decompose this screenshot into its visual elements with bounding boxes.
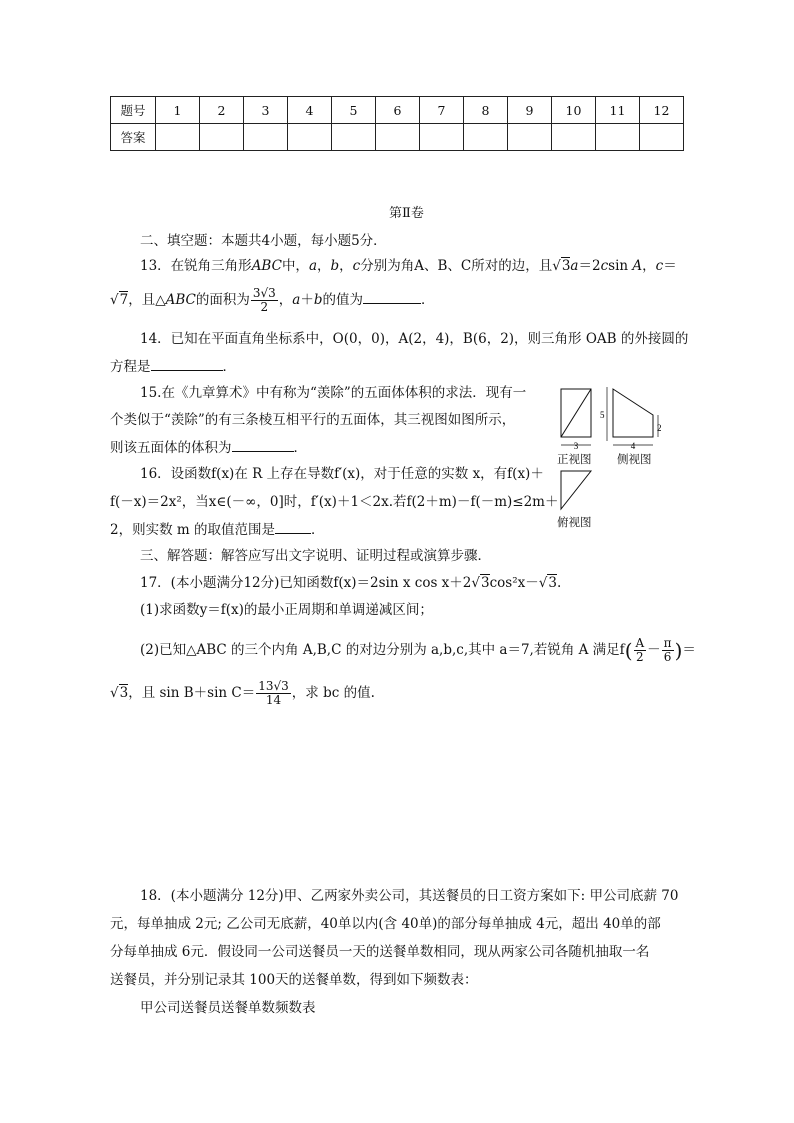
question-14-line-1: 14．已知在平面直角坐标系中，O(0，0)，A(2，4)，B(6，2)，则三角形 OAB 的外接圆的 (140, 331, 689, 347)
answer-cell[interactable] (288, 124, 332, 151)
answer-table-answer-row (111, 124, 684, 151)
answer-cell[interactable] (244, 124, 288, 151)
question-number: 9 (508, 97, 552, 124)
fraction: $\frac{13√3}{14}$ (258, 679, 289, 707)
answer-cell[interactable] (508, 124, 552, 151)
question-17-line-3: (2)已知△ABC 的三个内角 A,B,C 的对边分别为 a,b,c,其中 a＝7,若锐角 A 满足f( $\frac{A}{2}$ － $\frac{\pi}{6}$ )＝ (140, 636, 696, 664)
question-17-line-4: √3，且 sin B＋sin C＝ $\frac{13√3}{14}$ ，求 bc 的值. (110, 679, 375, 707)
dim-label: 2 (657, 423, 662, 433)
answer-blank[interactable] (151, 356, 223, 371)
answer-label: 答案 (111, 124, 156, 151)
question-number: 5 (332, 97, 376, 124)
question-17-line-2: (1)求函数y＝f(x)的最小正周期和单调递减区间； (140, 602, 433, 618)
question-number: 7 (420, 97, 464, 124)
question-18-line-3: 分每单抽成 6元．假设同一公司送餐员一天的送餐单数相同，现从两家公司各随机抽取一名 (110, 944, 650, 960)
answer-cell[interactable] (464, 124, 508, 151)
fraction: $\frac{A}{2}$ (635, 636, 645, 664)
answer-cell[interactable] (376, 124, 420, 151)
question-18-line-4: 送餐员，并分别记录其 100天的送餐单数，得到如下频数表： (110, 972, 478, 988)
question-number: 2 (200, 97, 244, 124)
fill-in-heading: 二、填空题：本题共4小题，每小题5分． (140, 233, 387, 249)
answer-cell[interactable] (640, 124, 684, 151)
answer-table (110, 96, 684, 151)
question-14-line-2: 方程是 ． (110, 356, 236, 377)
question-18-line-1: 18．(本小题满分 12分)甲、乙两家外卖公司，其送餐员的日工资方案如下: 甲公司底薪 70 (140, 888, 679, 904)
question-number: 8 (464, 97, 508, 124)
question-number: 11 (596, 97, 640, 124)
top-view (561, 471, 591, 509)
answer-blank[interactable] (363, 289, 421, 304)
question-17-line-1: 17．(本小题满分12分)已知函数f(x)＝2sin x cos x＋2√3cos²x－√3. (140, 575, 562, 591)
question-15-line-1: 15.在《九章算术》中有称为“羡除”的五面体体积的求法．现有一 (140, 385, 527, 401)
question-15-line-2: 个类似于“羡除”的有三条棱互相平行的五面体，其三视图如图所示， (110, 412, 516, 428)
section-title: 第Ⅱ卷 (389, 206, 424, 221)
front-view-caption: 正视图 (557, 452, 592, 466)
answer-cell[interactable] (596, 124, 640, 151)
fraction: $\frac{\pi}{6}$ (663, 636, 672, 664)
question-13-line-2: √7，且△ABC的面积为 $\frac{3√3}{2}$ ，a＋b的值为 ． (110, 286, 435, 314)
dim-label: 3 (573, 441, 579, 451)
solve-heading: 三、解答题：解答应写出文字说明、证明过程或演算步骤． (140, 548, 491, 564)
question-number: 12 (640, 97, 684, 124)
answer-cell[interactable] (200, 124, 244, 151)
answer-cell[interactable] (552, 124, 596, 151)
question-15-line-3: 则该五面体的体积为 ． (110, 437, 307, 458)
front-view (561, 389, 591, 451)
top-view-caption: 俯视图 (557, 515, 592, 529)
header-label: 题号 (111, 97, 156, 124)
answer-cell[interactable] (332, 124, 376, 151)
question-16-line-1: 16．设函数f(x)在 R 上存在导数f′(x)，对于任意的实数 x，有f(x)＋ (140, 466, 544, 482)
question-number: 10 (552, 97, 596, 124)
fraction: $\frac{3√3}{2}$ (252, 286, 276, 314)
question-18-line-2: 元，每单抽成 2元; 乙公司无底薪，40单以内(含 40单)的部分每单抽成 4元，超出 40单的部 (110, 916, 661, 932)
question-number: 3 (244, 97, 288, 124)
answer-blank[interactable] (232, 437, 294, 452)
question-16-line-2: f(－x)＝2x²，当x∈(－∞，0]时，f′(x)＋1＜2x.若f(2＋m)－f(－m)≤2m＋ (110, 494, 559, 510)
side-view-caption: 侧视图 (617, 452, 652, 466)
question-16-line-3: 2，则实数 m 的取值范围是 ． (110, 519, 324, 540)
side-view (600, 387, 662, 451)
answer-blank[interactable] (275, 519, 311, 534)
question-number: 6 (376, 97, 420, 124)
table-caption: 甲公司送餐员送餐单数频数表 (140, 1000, 316, 1016)
answer-cell[interactable] (420, 124, 464, 151)
answer-cell[interactable] (156, 124, 200, 151)
question-13-line-1: 13．在锐角三角形ABC中，a，b，c分别为角A、B、C所对的边，且√3a＝2csin A，c＝ (140, 258, 677, 274)
dim-label: 4 (630, 441, 636, 451)
dim-label: 5 (600, 410, 605, 420)
question-number: 1 (156, 97, 200, 124)
answer-table-header-row (111, 97, 684, 124)
question-number: 4 (288, 97, 332, 124)
